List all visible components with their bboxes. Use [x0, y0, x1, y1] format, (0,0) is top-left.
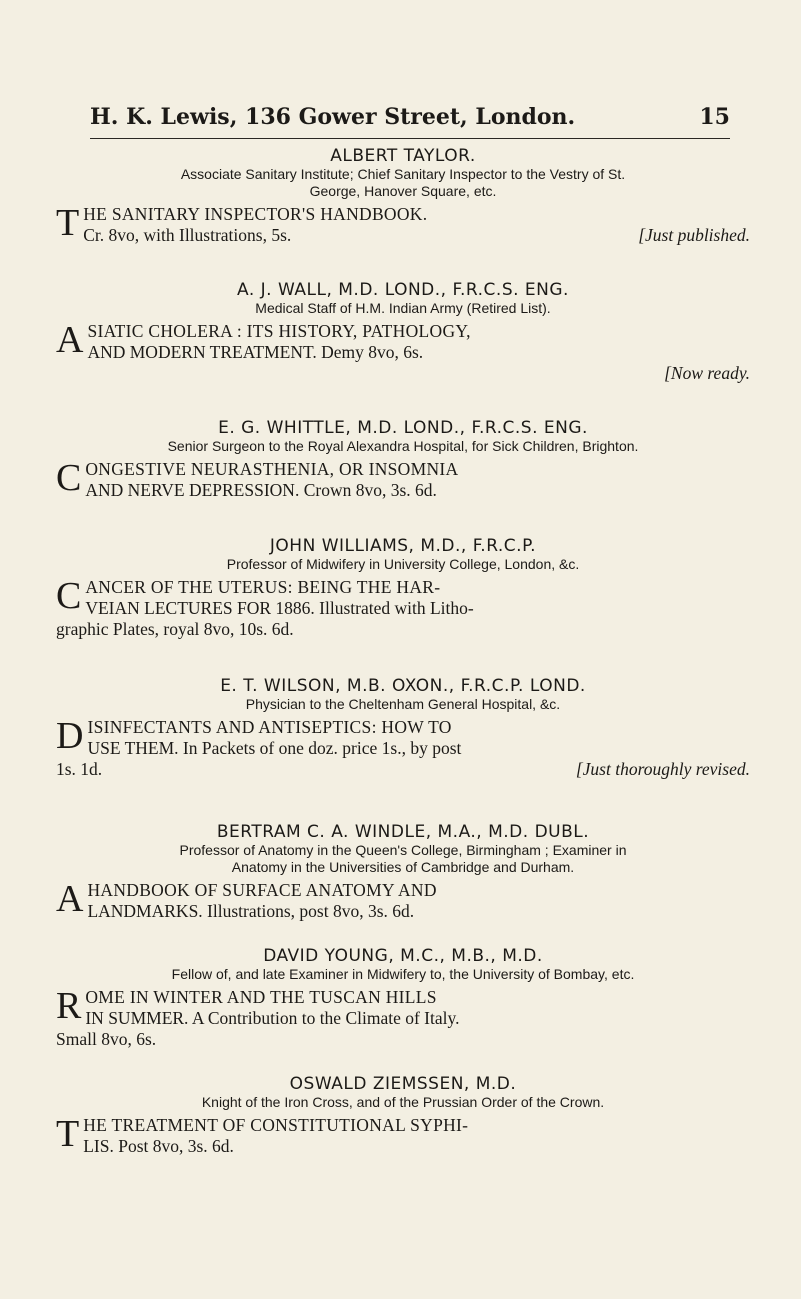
book-details: VEIAN LECTURES FOR 1886. Illustrated with Litho-	[85, 598, 474, 618]
author-name: A. J. WALL, M.D. LOND., F.R.C.S. ENG.	[237, 280, 569, 300]
book-listing	[56, 880, 750, 922]
availability-note: [Now ready.	[664, 363, 750, 383]
book-details: graphic Plates, royal 8vo, 10s. 6d.	[56, 619, 294, 639]
catalog-entry	[56, 946, 750, 1050]
book-title: OME IN WINTER AND THE TUSCAN HILLS	[85, 987, 437, 1007]
author-name: E. G. WHITTLE, M.D. LOND., F.R.C.S. ENG.	[218, 418, 588, 438]
author-name: ALBERT TAYLOR.	[330, 146, 476, 166]
book-listing	[56, 987, 750, 1050]
author-credential: Senior Surgeon to the Royal Alexandra Hospital, for Sick Children, Brighton.	[167, 438, 639, 454]
author-credential: Knight of the Iron Cross, and of the Prussian Order of the Crown.	[201, 1094, 605, 1110]
catalog-entry	[56, 676, 750, 780]
drop-cap: A	[56, 319, 84, 361]
author-credential: Anatomy in the Universities of Cambridge and Durham.	[231, 859, 575, 875]
author-name: BERTRAM C. A. WINDLE, M.A., M.D. DUBL.	[216, 822, 590, 842]
book-title: ANCER OF THE UTERUS: BEING THE HAR-	[85, 577, 441, 597]
book-title: ISINFECTANTS AND ANTISEPTICS: HOW TO	[87, 717, 452, 737]
running-header	[90, 104, 730, 130]
book-title: ONGESTIVE NEURASTHENIA, OR INSOMNIA	[85, 459, 459, 479]
author-name: OSWALD ZIEMSSEN, M.D.	[289, 1074, 517, 1094]
author-credential: Fellow of, and late Examiner in Midwifery to, the University of Bombay, etc.	[171, 966, 635, 982]
publisher-address: H. K. Lewis, 136 Gower Street, London.	[90, 104, 576, 130]
book-listing	[56, 204, 750, 246]
author-credential: Professor of Midwifery in University College, London, &c.	[226, 556, 580, 572]
book-title: HE TREATMENT OF CONSTITUTIONAL SYPHI-	[83, 1115, 469, 1135]
book-listing	[56, 321, 750, 384]
book-details: AND NERVE DEPRESSION. Crown 8vo, 3s. 6d.	[85, 480, 437, 500]
book-title: HE SANITARY INSPECTOR'S HANDBOOK.	[83, 204, 428, 224]
book-details: Small 8vo, 6s.	[56, 1029, 157, 1049]
drop-cap: C	[56, 575, 82, 617]
book-details: 1s. 1d.	[56, 759, 103, 779]
author-credential: George, Hanover Square, etc.	[309, 183, 497, 199]
book-listing	[56, 717, 750, 780]
author-name: JOHN WILLIAMS, M.D., F.R.C.P.	[269, 536, 537, 556]
author-credential: Professor of Anatomy in the Queen's College, Birmingham ; Examiner in	[179, 842, 627, 858]
page-number: 15	[699, 104, 730, 130]
book-title: HANDBOOK OF SURFACE ANATOMY AND	[87, 880, 437, 900]
book-details: LANDMARKS. Illustrations, post 8vo, 3s. 6d.	[87, 901, 415, 921]
catalog-entry	[56, 822, 750, 922]
drop-cap: A	[56, 878, 84, 920]
availability-note: [Just thoroughly revised.	[575, 759, 750, 779]
book-listing	[56, 577, 750, 640]
book-details: IN SUMMER. A Contribution to the Climate of Italy.	[85, 1008, 460, 1028]
book-details: USE THEM. In Packets of one doz. price 1s., by post	[87, 738, 462, 758]
author-credential: Medical Staff of H.M. Indian Army (Retired List).	[255, 300, 551, 316]
book-details: LIS. Post 8vo, 3s. 6d.	[83, 1136, 234, 1156]
drop-cap: D	[56, 715, 84, 757]
drop-cap: T	[56, 202, 80, 244]
catalog-entry	[56, 536, 750, 640]
catalog-entry	[56, 1074, 750, 1157]
drop-cap: R	[56, 985, 82, 1027]
header-rule	[90, 138, 730, 139]
catalog-entry	[56, 146, 750, 246]
author-credential: Physician to the Cheltenham General Hospital, &c.	[245, 696, 561, 712]
drop-cap: T	[56, 1113, 80, 1155]
catalog-entry	[56, 280, 750, 384]
book-details: AND MODERN TREATMENT. Demy 8vo, 6s.	[87, 342, 424, 362]
author-credential: Associate Sanitary Institute; Chief Sanitary Inspector to the Vestry of St.	[180, 166, 626, 182]
drop-cap: C	[56, 457, 82, 499]
catalog-entry	[56, 418, 750, 501]
book-title: SIATIC CHOLERA : ITS HISTORY, PATHOLOGY,	[87, 321, 471, 341]
author-name: E. T. WILSON, M.B. OXON., F.R.C.P. LOND.	[220, 676, 586, 696]
book-listing	[56, 459, 750, 501]
availability-note: [Just published.	[638, 225, 750, 245]
author-name: DAVID YOUNG, M.C., M.B., M.D.	[263, 946, 543, 966]
book-details: Cr. 8vo, with Illustrations, 5s.	[83, 225, 292, 245]
book-listing	[56, 1115, 750, 1157]
